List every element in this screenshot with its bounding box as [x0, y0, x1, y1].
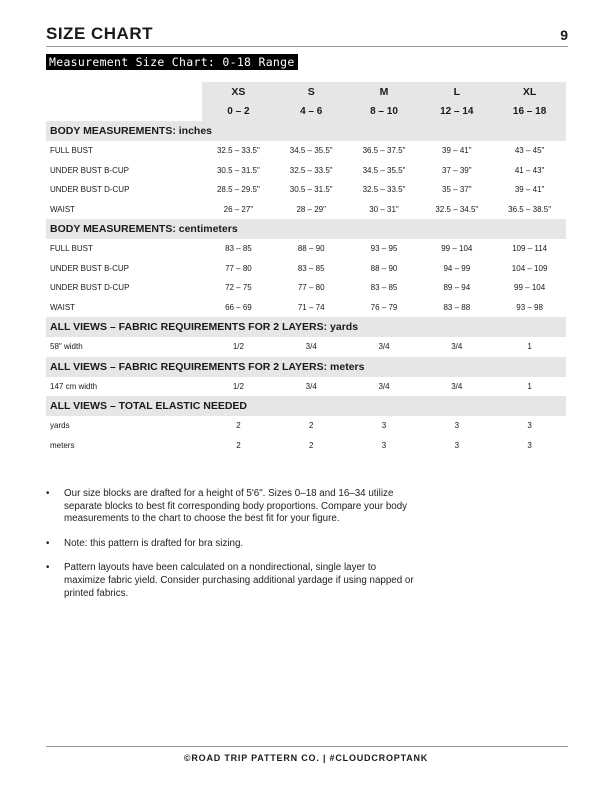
measurement-cell: 99 – 104: [514, 283, 546, 293]
measurement-cell: 3/4: [378, 342, 390, 352]
measurement-cell: 77 – 80: [225, 263, 252, 273]
measurement-cell: 99 – 104: [441, 244, 473, 254]
size-label: XS: [202, 82, 275, 102]
footer-divider: [46, 746, 568, 747]
header-blank-cell: [46, 102, 202, 121]
table-row: [46, 259, 566, 279]
notes-list: [46, 488, 416, 612]
measurement-cell: 30.5 – 31.5": [216, 165, 260, 175]
row-label: WAIST: [50, 204, 76, 214]
measurement-cell: 104 – 109: [511, 263, 548, 273]
measurement-cell: 1: [527, 342, 532, 352]
measurement-cell: 3/4: [451, 342, 463, 352]
chart-banner: Measurement Size Chart: 0-18 Range: [46, 54, 298, 70]
measurement-cell: 83 – 85: [370, 283, 398, 293]
measurement-cell: 26 – 27": [223, 204, 254, 214]
measurement-cell: 37 – 39": [442, 165, 472, 175]
measurement-cell: 2: [308, 421, 314, 431]
measurement-cell: 34.5 – 35.5": [362, 165, 406, 175]
measurement-cell: 94 – 99: [443, 263, 471, 273]
measurement-cell: 3: [381, 421, 387, 431]
table-row: [46, 436, 566, 456]
section-title: ALL VIEWS – FABRIC REQUIREMENTS FOR 2 LAYERS: meters: [46, 357, 566, 377]
row-label: 147 cm width: [50, 381, 98, 391]
table-row: [46, 377, 566, 397]
measurement-cell: 1: [527, 381, 532, 391]
header-divider: [46, 46, 568, 47]
measurement-cell: 89 – 94: [443, 283, 471, 293]
measurement-cell: 30.5 – 31.5": [289, 185, 333, 195]
row-label: yards: [50, 421, 70, 431]
row-label: WAIST: [50, 302, 76, 312]
table-row: [46, 161, 566, 181]
section-header-row: [46, 317, 566, 337]
measurement-cell: 28 – 29": [296, 204, 326, 214]
measurement-cell: 3: [454, 421, 460, 431]
measurement-cell: 66 – 69: [225, 302, 252, 312]
section-title: BODY MEASUREMENTS: centimeters: [46, 219, 566, 239]
measurement-cell: 32.5 – 33.5": [216, 146, 260, 156]
measurement-cell: 3/4: [305, 342, 317, 352]
section-title: ALL VIEWS – FABRIC REQUIREMENTS FOR 2 LAYERS: yards: [46, 317, 566, 337]
section-title: BODY MEASUREMENTS: inches: [46, 121, 566, 141]
measurement-cell: 41 – 43": [514, 165, 545, 175]
bullet: •: [46, 537, 50, 549]
measurement-cell: 76 – 79: [370, 302, 398, 312]
note-item: [46, 488, 416, 526]
row-label: meters: [50, 440, 75, 450]
page-title: SIZE CHART: [46, 24, 153, 43]
page-number: 9: [560, 27, 568, 43]
row-label: UNDER BUST B-CUP: [50, 165, 129, 175]
table-row: [46, 239, 566, 259]
table-row: [46, 337, 566, 357]
section-header-row: [46, 357, 566, 377]
measurement-cell: 3/4: [378, 381, 390, 391]
section-title: ALL VIEWS – TOTAL ELASTIC NEEDED: [46, 396, 566, 416]
measurement-cell: 1/2: [232, 342, 244, 352]
size-label: XL: [493, 82, 566, 102]
measurement-cell: 34.5 – 35.5": [289, 146, 333, 156]
table-row: [46, 200, 566, 220]
size-chart-table: [46, 82, 566, 455]
size-range: 4 – 6: [275, 102, 348, 121]
size-label: M: [348, 82, 421, 102]
section-header-row: [46, 121, 566, 141]
measurement-cell: 3: [527, 440, 532, 450]
measurement-cell: 3: [527, 421, 532, 431]
measurement-cell: 77 – 80: [297, 283, 325, 293]
measurement-cell: 83 – 88: [443, 302, 471, 312]
measurement-cell: 35 – 37": [442, 185, 472, 195]
measurement-cell: 3: [454, 440, 460, 450]
size-range: 16 – 18: [493, 102, 566, 121]
measurement-cell: 88 – 90: [370, 263, 398, 273]
measurement-cell: 1/2: [232, 381, 244, 391]
note-item: [46, 562, 416, 600]
note-text: Note: this pattern is drafted for bra sizing.: [64, 537, 244, 549]
measurement-cell: 43 – 45": [514, 146, 545, 156]
bullet: •: [46, 488, 50, 499]
measurement-cell: 109 – 114: [512, 244, 548, 254]
row-label: UNDER BUST D-CUP: [50, 185, 130, 195]
measurement-cell: 93 – 98: [516, 302, 543, 312]
size-range: 8 – 10: [348, 102, 421, 121]
size-range: 12 – 14: [420, 102, 493, 121]
section-header-row: [46, 396, 566, 416]
note-text: Our size blocks are drafted for a height of 5'6". Sizes 0–18 and 16–34 utilize separate blocks to best fit corresponding body proportions. Compare your body measurements to the chart to choose the best fit for your figure.: [64, 488, 408, 525]
table-row: [46, 416, 566, 436]
measurement-cell: 3/4: [305, 381, 317, 391]
measurement-cell: 2: [308, 440, 314, 450]
measurement-cell: 3/4: [451, 381, 463, 391]
table-row: [46, 298, 566, 318]
measurement-cell: 83 – 85: [225, 244, 252, 254]
measurement-cell: 32.5 – 33.5": [289, 165, 333, 175]
row-label: UNDER BUST D-CUP: [50, 283, 130, 293]
note-item: [46, 538, 416, 551]
measurement-cell: 72 – 75: [225, 283, 252, 293]
measurement-cell: 36.5 – 38.5": [508, 204, 552, 214]
size-label: L: [420, 82, 493, 102]
measurement-cell: 39 – 41": [442, 146, 472, 156]
table-row: [46, 141, 566, 161]
measurement-cell: 32.5 – 34.5": [435, 204, 479, 214]
measurement-cell: 93 – 95: [370, 244, 398, 254]
measurement-cell: 2: [236, 421, 241, 431]
footer-credit: ©ROAD TRIP PATTERN CO. | #CLOUDCROPTANK: [183, 753, 429, 763]
measurement-cell: 39 – 41": [514, 185, 545, 195]
measurement-cell: 32.5 – 33.5": [362, 185, 406, 195]
header-blank-cell: [46, 82, 202, 102]
size-range-row: [46, 102, 566, 121]
size-range: 0 – 2: [202, 102, 275, 121]
measurement-cell: 3: [381, 440, 387, 450]
bullet: •: [46, 562, 50, 574]
size-header-row: [46, 82, 566, 102]
measurement-cell: 2: [236, 440, 241, 450]
measurement-cell: 88 – 90: [297, 244, 325, 254]
row-label: FULL BUST: [50, 146, 93, 156]
size-label: S: [275, 82, 348, 102]
section-header-row: [46, 219, 566, 239]
note-text: Pattern layouts have been calculated on a nondirectional, single layer to maximize fabric yield. Consider purchasing additional yardage if using napped or printed fabrics.: [64, 562, 414, 599]
row-label: 58" width: [50, 342, 83, 352]
table-row: [46, 180, 566, 200]
measurement-cell: 36.5 – 37.5": [362, 146, 406, 156]
measurement-cell: 71 – 74: [297, 302, 325, 312]
row-label: FULL BUST: [50, 244, 93, 254]
row-label: UNDER BUST B-CUP: [50, 263, 129, 273]
measurement-cell: 83 – 85: [297, 263, 325, 273]
measurement-cell: 28.5 – 29.5": [216, 185, 260, 195]
size-chart-body: [46, 82, 566, 455]
table-row: [46, 278, 566, 298]
measurement-cell: 30 – 31": [369, 204, 399, 214]
